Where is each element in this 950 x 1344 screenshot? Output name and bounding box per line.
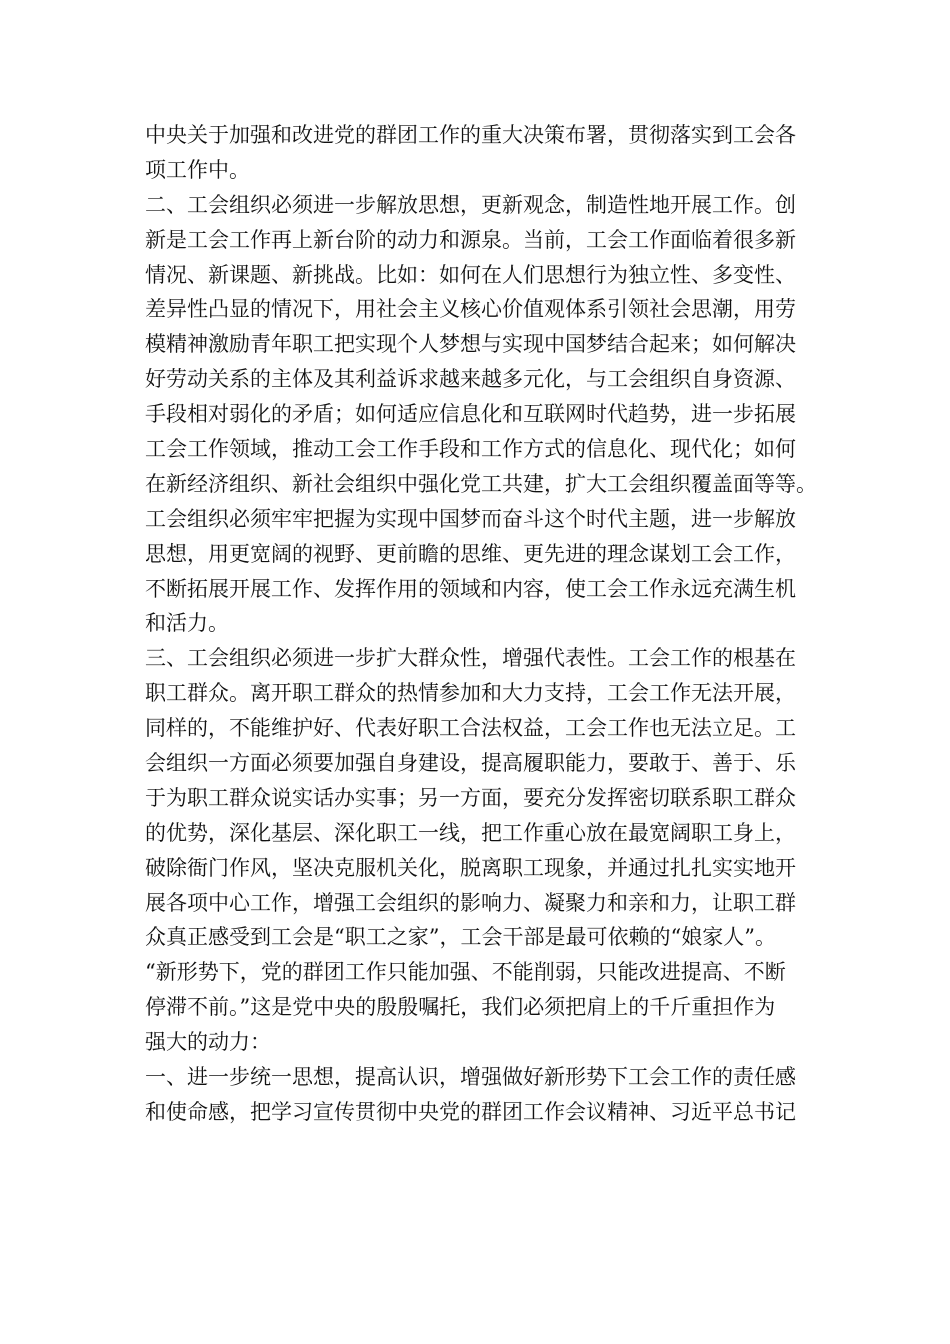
text-line: 和使命感，把学习宣传贯彻中央党的群团工作会议精神、习近平总书记 xyxy=(145,1099,796,1124)
text-line: “新形势下，党的群团工作只能加强、不能削弱，只能改进提高、不断 xyxy=(145,960,786,985)
text-line: 的优势，深化基层、深化职工一线，把工作重心放在最宽阔职工身上， xyxy=(145,820,796,845)
text-line: 破除衙门作风，坚决克服机关化，脱离职工现象，并通过扎扎实实地开 xyxy=(145,855,796,880)
text-line: 于为职工群众说实话办实事；另一方面，要充分发挥密切联系职工群众 xyxy=(145,785,796,810)
text-line: 模精神激励青年职工把实现个人梦想与实现中国梦结合起来；如何解决 xyxy=(145,332,796,357)
text-line: 情况、新课题、新挑战。比如：如何在人们思想行为独立性、多变性、 xyxy=(145,262,796,287)
text-line: 不断拓展开展工作、发挥作用的领域和内容，使工会工作永远充满生机 xyxy=(145,576,796,601)
text-line: 三、工会组织必须进一步扩大群众性，增强代表性。工会工作的根基在 xyxy=(145,646,796,671)
text-line: 众真正感受到工会是“职工之家”，工会干部是最可依赖的“娘家人”。 xyxy=(145,925,776,950)
text-line: 停滞不前。”这是党中央的殷殷嘱托，我们必须把肩上的千斤重担作为 xyxy=(145,995,776,1020)
text-line: 职工群众。离开职工群众的热情参加和大力支持，工会工作无法开展， xyxy=(145,681,796,706)
text-line: 项工作中。 xyxy=(145,157,250,182)
text-line: 差异性凸显的情况下，用社会主义核心价值观体系引领社会思潮，用劳 xyxy=(145,297,796,322)
text-line: 和活力。 xyxy=(145,611,229,636)
text-line: 工会工作领域，推动工会工作手段和工作方式的信息化、现代化；如何 xyxy=(145,437,796,462)
text-line: 在新经济组织、新社会组织中强化党工共建，扩大工会组织覆盖面等等。 xyxy=(145,471,817,496)
text-line: 一、进一步统一思想，提高认识，增强做好新形势下工会工作的责任感 xyxy=(145,1065,796,1090)
text-line: 展各项中心工作，增强工会组织的影响力、凝聚力和亲和力，让职工群 xyxy=(145,890,796,915)
text-line: 工会组织必须牢牢把握为实现中国梦而奋斗这个时代主题，进一步解放 xyxy=(145,506,796,531)
text-line: 思想，用更宽阔的视野、更前瞻的思维、更先进的理念谋划工会工作， xyxy=(145,541,796,566)
text-line: 会组织一方面必须要加强自身建设，提高履职能力，要敢于、善于、乐 xyxy=(145,751,796,776)
text-line: 好劳动关系的主体及其利益诉求越来越多元化，与工会组织自身资源、 xyxy=(145,367,796,392)
text-line: 手段相对弱化的矛盾；如何适应信息化和互联网时代趋势，进一步拓展 xyxy=(145,402,796,427)
document-body xyxy=(145,118,817,1130)
text-line: 新是工会工作再上新台阶的动力和源泉。当前，工会工作面临着很多新 xyxy=(145,227,796,252)
text-line: 中央关于加强和改进党的群团工作的重大决策布署，贯彻落实到工会各 xyxy=(145,123,796,147)
text-line: 强大的动力： xyxy=(145,1030,271,1055)
text-line: 同样的，不能维护好、代表好职工合法权益，工会工作也无法立足。工 xyxy=(145,716,796,741)
text-line: 二、工会组织必须进一步解放思想，更新观念，制造性地开展工作。创 xyxy=(145,192,796,217)
